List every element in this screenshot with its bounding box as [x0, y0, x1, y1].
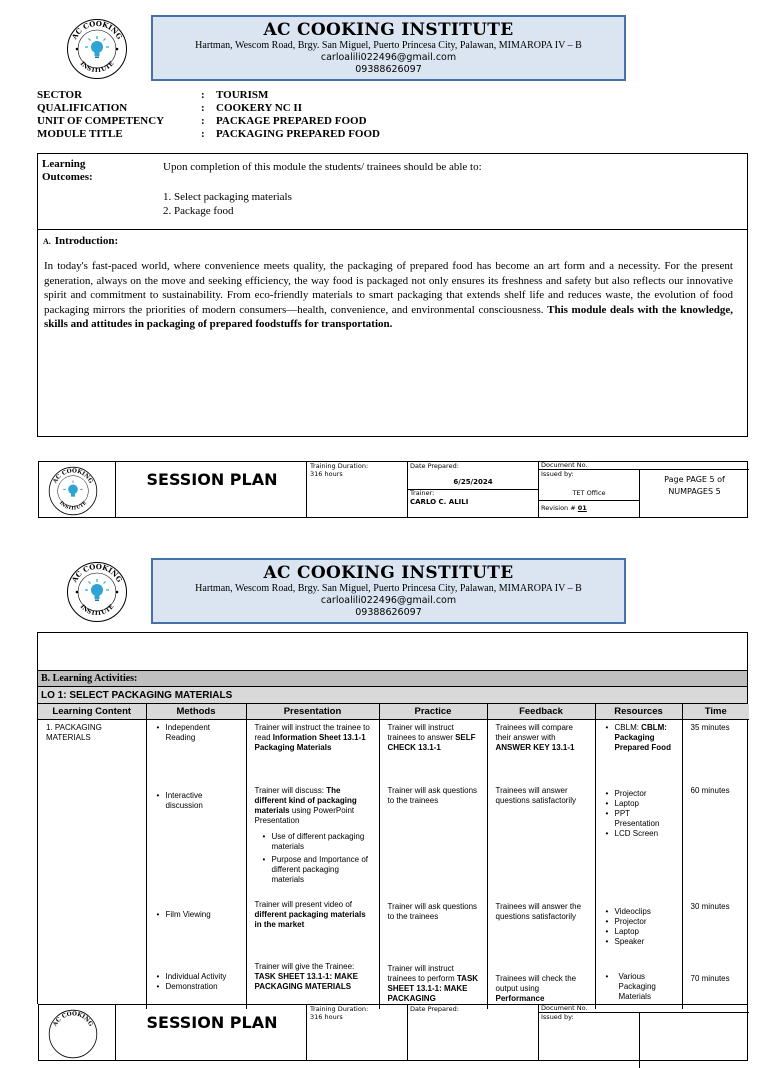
feedback: Trainees will answer the questions satisfactorily — [495, 901, 582, 921]
list-item: 2. Package food — [163, 205, 234, 217]
presentation: Trainer will present video of different packaging materials in the market — [254, 899, 366, 929]
meta-row: MODULE TITLE : PACKAGING PREPARED FOOD — [37, 128, 380, 140]
institute-phone: 09388626097 — [355, 64, 422, 75]
document-no: Document No. — [541, 461, 588, 469]
column-header: Time — [682, 704, 749, 719]
list-item: 1. Select packaging materials — [163, 191, 292, 203]
svg-text:INSTITUTE: INSTITUTE — [57, 500, 89, 512]
resources: • Various Packaging Materials — [604, 972, 675, 1002]
feedback: Trainees will check the output using Performance — [495, 973, 577, 1003]
resources: • Projector • Laptop • PPT Presentation • LCD Screen — [604, 789, 675, 839]
method: • Film Viewing — [155, 910, 239, 920]
training-duration: Training Duration: 316 hours — [310, 462, 369, 478]
time: 35 minutes — [690, 722, 730, 732]
module-meta — [37, 89, 380, 141]
institute-header: AC COOKING INSTITUTE Hartman, Wescom Road, Brgy. San Miguel, Puerto Princesa City, Palawan, MIMAROPA IV – B carloalili022496@gmail.com 09388626097 — [151, 558, 626, 624]
lo-heading: LO 1: SELECT PACKAGING MATERIALS — [38, 687, 747, 704]
svg-text:AC COOKING: AC COOKING — [52, 468, 94, 485]
method: • Independent Reading — [155, 723, 239, 743]
practice: Trainer will instruct trainees to answer SELF CHECK 13.1-1 — [387, 722, 476, 752]
session-plan-footer: AC COOKING SESSION PLAN Training Duration: 316 hours Date Prepared: Document No. Issued by: — [38, 1004, 748, 1061]
resources: • Videoclips • Projector • Laptop • Speaker — [604, 907, 675, 947]
date-prepared: 6/25/2024 — [453, 478, 493, 486]
learning-outcomes-list — [163, 190, 292, 218]
presentation: Trainer will instruct the trainee to read Information Sheet 13.1-1 Packaging Materials — [254, 722, 370, 752]
practice: Trainer will ask questions to the trainees — [387, 901, 478, 921]
column-header: Presentation — [246, 704, 379, 719]
column-header: Practice — [379, 704, 487, 719]
resources: • CBLM: CBLM: Packaging Prepared Food — [604, 723, 675, 753]
time: 30 minutes — [690, 901, 730, 911]
institute-name: AC COOKING INSTITUTE — [263, 20, 514, 40]
revision: Revision # 01 — [541, 504, 587, 512]
issued-by: TET Office — [572, 489, 606, 497]
practice: Trainer will instruct trainees to perform TASK SHEET 13.1-1: MAKE PACKAGING — [387, 963, 479, 1003]
presentation: Trainer will give the Trainee: TASK SHEET 13.1-1: MAKE PACKAGING MATERIALS — [254, 961, 358, 991]
logo-text-bottom: INSTITUTE — [78, 60, 116, 75]
meta-row: QUALIFICATION : COOKERY NC II — [37, 102, 302, 114]
trainer-label: Trainer: — [410, 489, 435, 497]
institute-logo — [66, 18, 128, 80]
date-prepared-label: Date Prepared: — [410, 462, 459, 470]
learning-outcomes-label: Learning Outcomes: — [42, 158, 93, 183]
institute-header — [151, 15, 626, 81]
method: • Interactive discussion — [155, 791, 239, 811]
meta-row: UNIT OF COMPETENCY : PACKAGE PREPARED FOOD — [37, 115, 367, 127]
section-heading: B. Learning Activities: — [38, 671, 747, 687]
svg-text:AC COOKING: AC COOKING — [52, 1011, 94, 1028]
institute-address: Hartman, Wescom Road, Brgy. San Miguel, Puerto Princesa City, Palawan, MIMAROPA IV – B — [195, 40, 582, 51]
svg-text:INSTITUTE: INSTITUTE — [78, 603, 116, 618]
issued-by-label: Issued by: — [541, 470, 574, 478]
logo-text-top: AC COOKING — [69, 18, 125, 41]
presentation: Trainer will discuss: The different kind of packaging materials using PowerPoint Presentation • Use of different packaging materials • Purpose and Importance of different packaging materials — [255, 786, 372, 885]
institute-logo — [66, 561, 128, 623]
learning-outcomes-box — [37, 153, 748, 437]
feedback: Trainees will answer questions satisfactorily — [495, 785, 576, 805]
learning-content: 1. PACKAGING MATERIALS — [46, 722, 102, 742]
meta-row: SECTOR : TOURISM — [37, 89, 269, 101]
trainer-name: CARLO C. ALILI — [410, 498, 469, 506]
column-header: Methods — [146, 704, 246, 719]
time: 60 minutes — [690, 785, 730, 795]
introduction-heading: A. Introduction: — [43, 235, 119, 247]
session-plan-title: SESSION PLAN — [146, 470, 278, 489]
column-header: Feedback — [487, 704, 595, 719]
institute-email: carloalili022496@gmail.com — [320, 52, 457, 63]
activities-table — [38, 704, 749, 1009]
column-header: Resources — [595, 704, 682, 719]
table-header-row — [38, 704, 749, 719]
svg-text:AC COOKING: AC COOKING — [69, 561, 125, 584]
learning-outcomes-intro: Upon completion of this module the students/ trainees should be able to: — [163, 161, 482, 173]
practice: Trainer will ask questions to the trainees — [387, 785, 478, 805]
session-plan-footer — [38, 461, 748, 518]
learning-activities — [37, 632, 748, 1004]
column-header: Learning Content — [38, 704, 146, 719]
method: • Individual Activity • Demonstration — [155, 972, 239, 992]
feedback: Trainees will compare their answer with ANSWER KEY 13.1-1 — [495, 722, 575, 752]
introduction-paragraph: In today's fast-paced world, where convenience meets quality, the packaging of prepared food has become an art form and a necessity. For the present generation, always on the move and seeking efficiency, the way food is packaged not only ensures its freshness and safety but also reflects our innovative spirit and commitment to sustainability. From eco-friendly materials to smart packaging that extends shelf life and reduces waste, the evolution of food packaging mirrors the priorities of modern consumers—health, convenience, and environmental consciousness. This module deals with the knowledge, skills and attitudes in packaging of prepared foodstuffs for transportation. — [44, 260, 734, 331]
page-number: Page PAGE 5 of NUMPAGES 5 — [664, 475, 725, 496]
time: 70 minutes — [690, 973, 730, 983]
table-row — [38, 719, 749, 1009]
